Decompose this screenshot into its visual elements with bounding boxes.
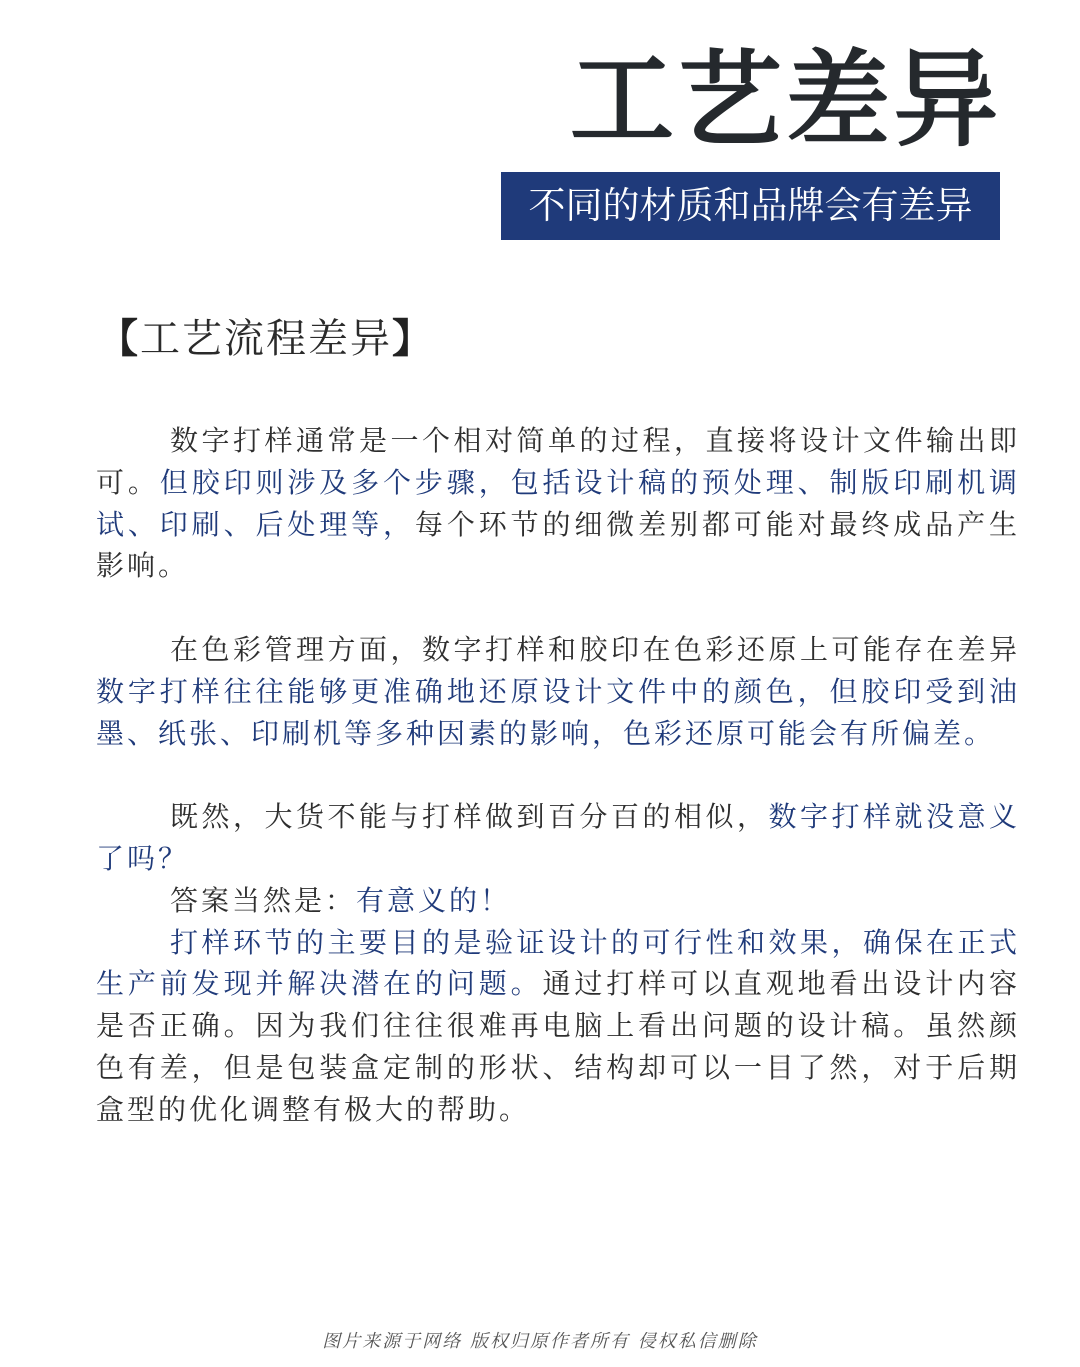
- copyright-footer: 图片来源于网络 版权归原作者所有 侵权私信删除: [322, 1331, 758, 1352]
- paragraph-highlight: 数字打样往往能够更准确地还原设计文件中的颜色，但胶印受到油墨、纸张、印刷机等多种因素的影响，色彩还原可能会有所偏差。: [96, 674, 1020, 750]
- paragraph-text: 数字打样通常是一个相对简单的过程，直接将设计文件输出即可。: [96, 424, 1020, 499]
- paragraph-color: [96, 629, 1020, 754]
- subtitle-banner: 不同的材质和品牌会有差异: [501, 172, 1000, 240]
- paragraph-highlight: 有意义的！: [356, 883, 512, 917]
- paragraph-text: 答案当然是：: [170, 883, 357, 917]
- paragraph-text: 通过打样可以直观地看出设计内容是否正确。因为我们往往很难再电脑上看出问题的设计稿。虽然颜色有差，但是包装盒定制的形状、结构却可以一目了然，对于后期盒型的优化调整有极大的帮助。: [96, 967, 1020, 1126]
- paragraph-highlight: 但胶印则涉及多个步骤，包括设计稿的预处理、制版印刷机调试、印刷、后处理等，: [96, 465, 1020, 541]
- paragraph-question: [96, 796, 1020, 880]
- paragraph-text: 在色彩管理方面，数字打样和胶印在色彩还原上可能存在差异: [170, 632, 1020, 666]
- paragraph-process: [96, 420, 1020, 587]
- page-title: 工艺差异: [569, 39, 1002, 161]
- heading-open-bracket: 【: [98, 315, 140, 362]
- article-body: [96, 420, 1020, 1131]
- paragraph-highlight: 打样环节的主要目的是验证设计的可行性和效果，确保在正式生产前发现并解决潜在的问题。: [96, 925, 1020, 1001]
- paragraph-answer: [96, 880, 1020, 922]
- heading-text: 工艺流程差异: [140, 316, 392, 362]
- paragraph-highlight: 数字打样就没意义了吗？: [96, 800, 1020, 875]
- paragraph-text: 既然，大货不能与打样做到百分百的相似，: [170, 800, 769, 834]
- paragraph-purpose: [96, 922, 1020, 1131]
- paragraph-text: 每个环节的细微差别都可能对最终成品产生影响。: [96, 507, 1020, 583]
- section-heading: [98, 312, 434, 366]
- heading-close-bracket: 】: [392, 315, 434, 362]
